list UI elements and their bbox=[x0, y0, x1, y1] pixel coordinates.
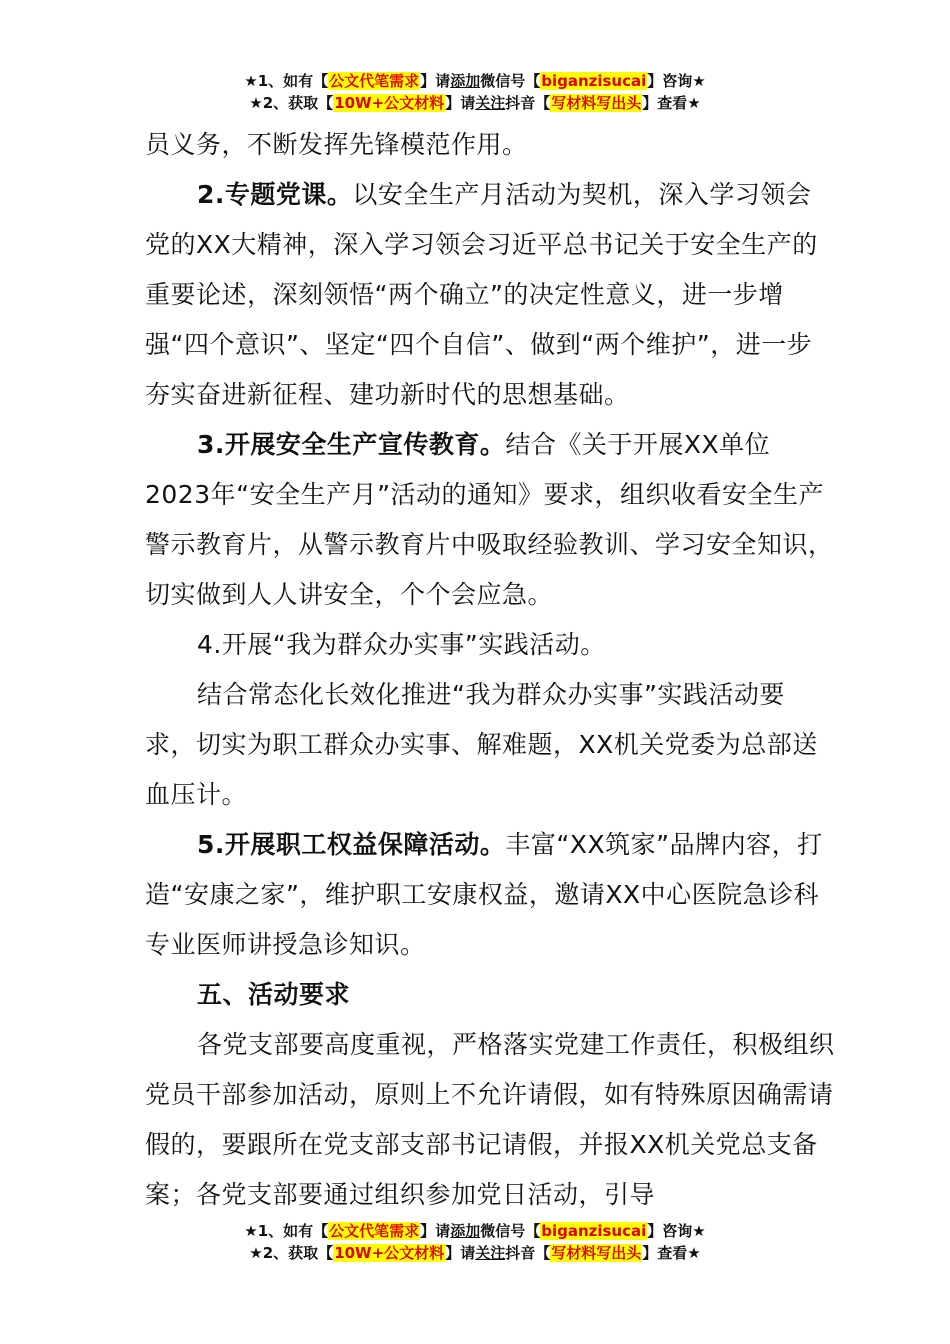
banner-line-2 bbox=[0, 92, 950, 114]
paragraph-text: 以安全生产月活动为契机，深入学习领会党的XX大精神，深入学习领会习近平总书记关于安全生产的重要论述，深刻领悟“两个确立”的决定性意义，进一步增强“四个意识”、坚定“四个自信”、做到“两个维护”，进一步夯实奋进新征程、建功新时代的思想基础。 bbox=[145, 180, 818, 409]
banner-text: ★1、如有【 bbox=[244, 1222, 329, 1240]
banner-text: 微信号【 bbox=[480, 1222, 541, 1240]
banner-underline: 添加 bbox=[450, 1222, 481, 1240]
banner-text: 】查看★ bbox=[642, 1244, 701, 1262]
banner-text: 】查看★ bbox=[642, 94, 701, 112]
banner-text: 微信号【 bbox=[480, 72, 541, 90]
banner-text: 抖音【 bbox=[505, 94, 551, 112]
paragraph-title: 3.开展安全生产宣传教育。 bbox=[197, 430, 506, 459]
banner-line-2 bbox=[0, 1242, 950, 1264]
paragraph bbox=[145, 420, 835, 620]
paragraph: 员义务，不断发挥先锋模范作用。 bbox=[145, 130, 528, 159]
banner-line-1 bbox=[0, 70, 950, 92]
banner-text: 】请 bbox=[445, 1244, 476, 1262]
paragraph bbox=[145, 820, 835, 970]
footer-banner bbox=[0, 1220, 950, 1264]
banner-text: 抖音【 bbox=[505, 1244, 551, 1262]
paragraph-text: 丰富“XX筑家”品牌内容，打造“安康之家”，维护职工安康权益，邀请XX中心医院急诊科专业医师讲授急诊知识。 bbox=[145, 830, 823, 959]
banner-highlight: biganzisucai bbox=[541, 1222, 647, 1240]
banner-underline: 添加 bbox=[450, 72, 481, 90]
paragraph-title: 2.专题党课。 bbox=[197, 180, 353, 209]
header-banner bbox=[0, 70, 950, 114]
banner-highlight: 公文代笔需求 bbox=[329, 72, 420, 90]
banner-text: 】请 bbox=[445, 94, 476, 112]
banner-underline: 关注 bbox=[475, 1244, 506, 1262]
document-body bbox=[145, 120, 835, 1220]
banner-highlight: 写材料写出头 bbox=[551, 1244, 642, 1262]
section-heading: 五、活动要求 bbox=[197, 980, 351, 1009]
banner-text: ★2、获取【 bbox=[249, 1244, 334, 1262]
banner-text: 】咨询★ bbox=[647, 72, 706, 90]
banner-highlight: 10W+公文材料 bbox=[334, 94, 445, 112]
paragraph: 结合常态化长效化推进“我为群众办实事”实践活动要求，切实为职工群众办实事、解难题，XX机关党委为总部送血压计。 bbox=[145, 680, 818, 809]
banner-highlight: 写材料写出头 bbox=[551, 94, 642, 112]
banner-text: 】请 bbox=[420, 72, 451, 90]
paragraph: 各党支部要高度重视，严格落实党建工作责任，积极组织党员干部参加活动，原则上不允许请假，如有特殊原因确需请假的，要跟所在党支部支部书记请假，并报XX机关党总支备案；各党支部要通过组织参加党日活动，引导 bbox=[145, 1030, 835, 1209]
paragraph: 4.开展“我为群众办实事”实践活动。 bbox=[197, 630, 606, 659]
paragraph-title: 5.开展职工权益保障活动。 bbox=[197, 830, 506, 859]
banner-underline: 关注 bbox=[475, 94, 506, 112]
banner-highlight: biganzisucai bbox=[541, 72, 647, 90]
banner-highlight: 公文代笔需求 bbox=[329, 1222, 420, 1240]
paragraph-text: 结合《关于开展XX单位2023年“安全生产月”活动的通知》要求，组织收看安全生产警示教育片，从警示教育片中吸取经验教训、学习安全知识，切实做到人人讲安全，个个会应急。 bbox=[145, 430, 834, 609]
banner-text: 】咨询★ bbox=[647, 1222, 706, 1240]
banner-highlight: 10W+公文材料 bbox=[334, 1244, 445, 1262]
paragraph bbox=[145, 170, 835, 420]
banner-text: 】请 bbox=[420, 1222, 451, 1240]
banner-line-1 bbox=[0, 1220, 950, 1242]
banner-text: ★1、如有【 bbox=[244, 72, 329, 90]
banner-text: ★2、获取【 bbox=[249, 94, 334, 112]
